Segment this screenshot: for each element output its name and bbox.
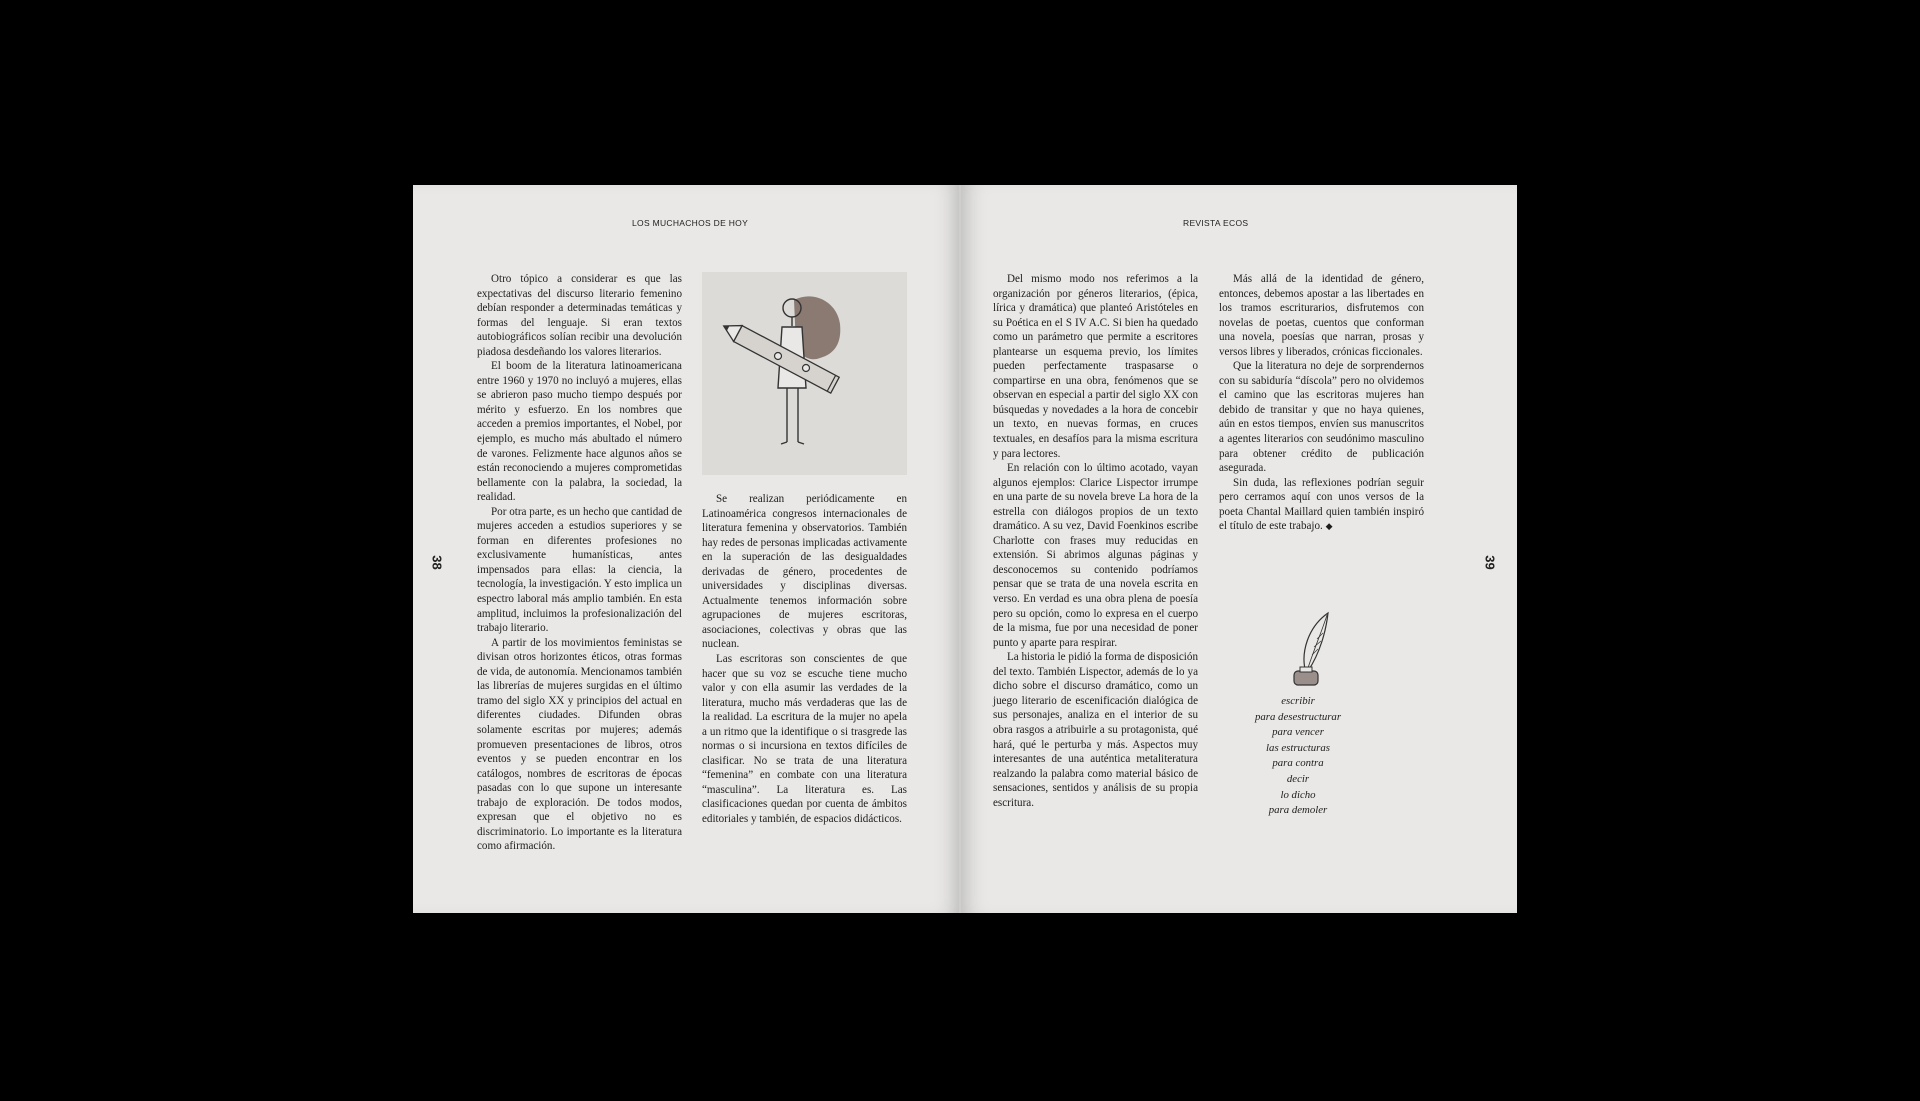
paragraph [1219, 476, 1424, 535]
right-column-1 [993, 272, 1198, 810]
paragraph: En relación con lo último acotado, vayan algunos ejemplos: Clarice Lispector irrumpe en una parte de su novela breve La hora de la estrella con diálogos propios de un texto dramático. A su vez, David Foenkinos escribe Charlotte con frases muy reducidas en extensión. Si abrimos algunas páginas y desconocemos su contenido podríamos pensar que se trata de una novela escrita en verso. En verdad es una obra plena de poesía pero su opción, como lo expresa en el cuerpo de la misma, fue por una necesidad de poner punto y aparte para respirar. [993, 462, 1198, 649]
right-column-2 [1219, 272, 1424, 535]
poem-line: decir [1286, 772, 1310, 785]
poem-line: para vencer [1272, 726, 1324, 739]
paragraph: Del mismo modo nos referimos a la organización por géneros literarios, (épica, lírica y dramática) que planteó Aristóteles en su Poética en el S IV A.C. Si bien ha quedado como un parámetro que permite a escritores plantearse un esquema previo, los límites pueden perfectamente traspasarse o compartirse en una obra, fenómenos que se observan en especial a partir del siglo XX con búsquedas y novedades a la hora de concebir un texto, en nuevas formas, en cruces textuales, en desafíos para la misma escritura y para lectores. [993, 273, 1198, 460]
paragraph: Más allá de la identidad de género, entonces, debemos apostar a las libertades en los tramos escriturarios, disfrutemos con novelas de poetas, cuentos que conforman una novela, poesías que narran, prosas y versos libres y liberados, crónicas ficcionales. [1219, 273, 1424, 358]
poem-line: las estructuras [1266, 741, 1330, 754]
poem-line: para contra [1272, 757, 1324, 770]
paragraph: Por otra parte, es un hecho que cantidad de mujeres acceden a estudios superiores y se forman en diferentes profesiones no exclusivamente humanísticas, antes impensados para ellas: la ciencia, la tecnología, la investigación. Y esto implica un espectro laboral más amplio también. En esta amplitud, incluimos la profesionalización del trabajo literario. [477, 505, 682, 635]
quill-inkwell-illustration [1270, 609, 1340, 689]
end-of-article-mark: ◆ [1325, 522, 1333, 533]
poem-line: lo dicho [1280, 788, 1316, 801]
poem-line: para demoler [1268, 804, 1328, 817]
left-column-1 [477, 272, 682, 854]
poem-line: escribir [1281, 695, 1315, 707]
paragraph: Otro tópico a considerar es que las expectativas del discurso literario femenino debían responder a determinadas temáticas y formas del lenguaje. Si eran textos autobiográficos solían recibir una devolución piadosa desdeñando los valores literarios. [477, 273, 682, 358]
page-number-right: 39 [1482, 555, 1498, 570]
left-column-2 [702, 492, 907, 827]
running-header-left: LOS MUCHACHOS DE HOY [632, 218, 749, 228]
paragraph: A partir de los movimientos feministas se divisan otros horizontes éticos, otras formas de vida, de autonomía. Mencionamos también las librerías de mujeres surgidas en el último tramo del siglo XX y principios del actual en diferentes ciudades. Difunden obras solamente escritas por mujeres; además promueven presentaciones de libros, otros eventos y se pueden encontrar en los catálogos, nombres de escritoras de épocas pasadas con lo que supone un interesante trabajo de exploración. De todos modos, expresan que el objetivo no es discriminatorio. Lo importante es la literatura como afirmación. [477, 636, 682, 853]
illustration-graphic [702, 272, 907, 475]
paragraph: Las escritoras son conscientes de que hacer que su voz se escuche tiene mucho valor y con ella asumir las verdades de la literatura, mucho más verdaderas que las de la realidad. La escritura de la mujer no apela a un ritmo que la identifique o si trasgrede las normas o si incursiona en textos difíciles de clasificar. No se trata de una literatura “femenina” en combate con una literatura “masculina”. La literatura es. Las clasificaciones quedan por cuenta de ámbitos editoriales y también, de espacios didácticos. [702, 653, 907, 826]
left-page [413, 185, 961, 913]
magazine-spread [413, 185, 1517, 913]
paragraph: Que la literatura no deje de sorprendernos con su sabiduría “díscola” pero no olvidemos el camino que las escritoras mujeres han debido de transitar y que no haya quienes, aún en estos tiempos, envíen sus manuscritos a agentes literarios con seudónimo masculino para obtener crédito de publicación asegurada. [1219, 360, 1424, 475]
page-number-left: 38 [429, 555, 445, 570]
running-header-right: REVISTA ECOS [1183, 218, 1249, 228]
paragraph-text: Sin duda, las reflexiones podrían seguir pero cerramos aquí con unos versos de la poeta Chantal Maillard quien también inspiró el título de este trabajo. [1219, 476, 1424, 533]
woman-with-pencil-illustration [702, 272, 907, 475]
poem-line: para desestructurar [1254, 710, 1342, 723]
paragraph: Se realizan periódicamente en Latinoamérica congresos internacionales de literatura femenina y observatorios. También hay redes de personas implicadas activamente en la superación de las desigualdades derivadas de género, procedentes de universidades y disciplinas diversas. Actualmente tenemos información sobre agrupaciones de mujeres escritoras, asociaciones, colectivas y obras que las nuclean. [702, 493, 907, 651]
poem-excerpt [1233, 694, 1363, 819]
paragraph: La historia le pidió la forma de disposición del texto. También Lispector, además de lo ya dicho sobre el discurso dramático, como un juego literario de escenificación dialógica de sus personajes, analiza en el interior de su obra rasgos a atribuirle a su protagonista, qué hará, qué le perturba y más. Aspectos muy interesantes de una auténtica metaliteratura realzando la palabra como material básico de sensaciones, sentidos y análisis de su propia escritura. [993, 651, 1198, 809]
paragraph: El boom de la literatura latinoamericana entre 1960 y 1970 no incluyó a mujeres, ellas se abrieron paso mucho tiempo después por mérito y esfuerzo. En los nombres que acceden a premios importantes, el Nobel, por ejemplo, es mucho más abultado el número de varones. Felizmente hace algunos años se están reconociendo a mujeres comprometidas bellamente con la palabra, la sociedad, la realidad. [477, 360, 682, 504]
